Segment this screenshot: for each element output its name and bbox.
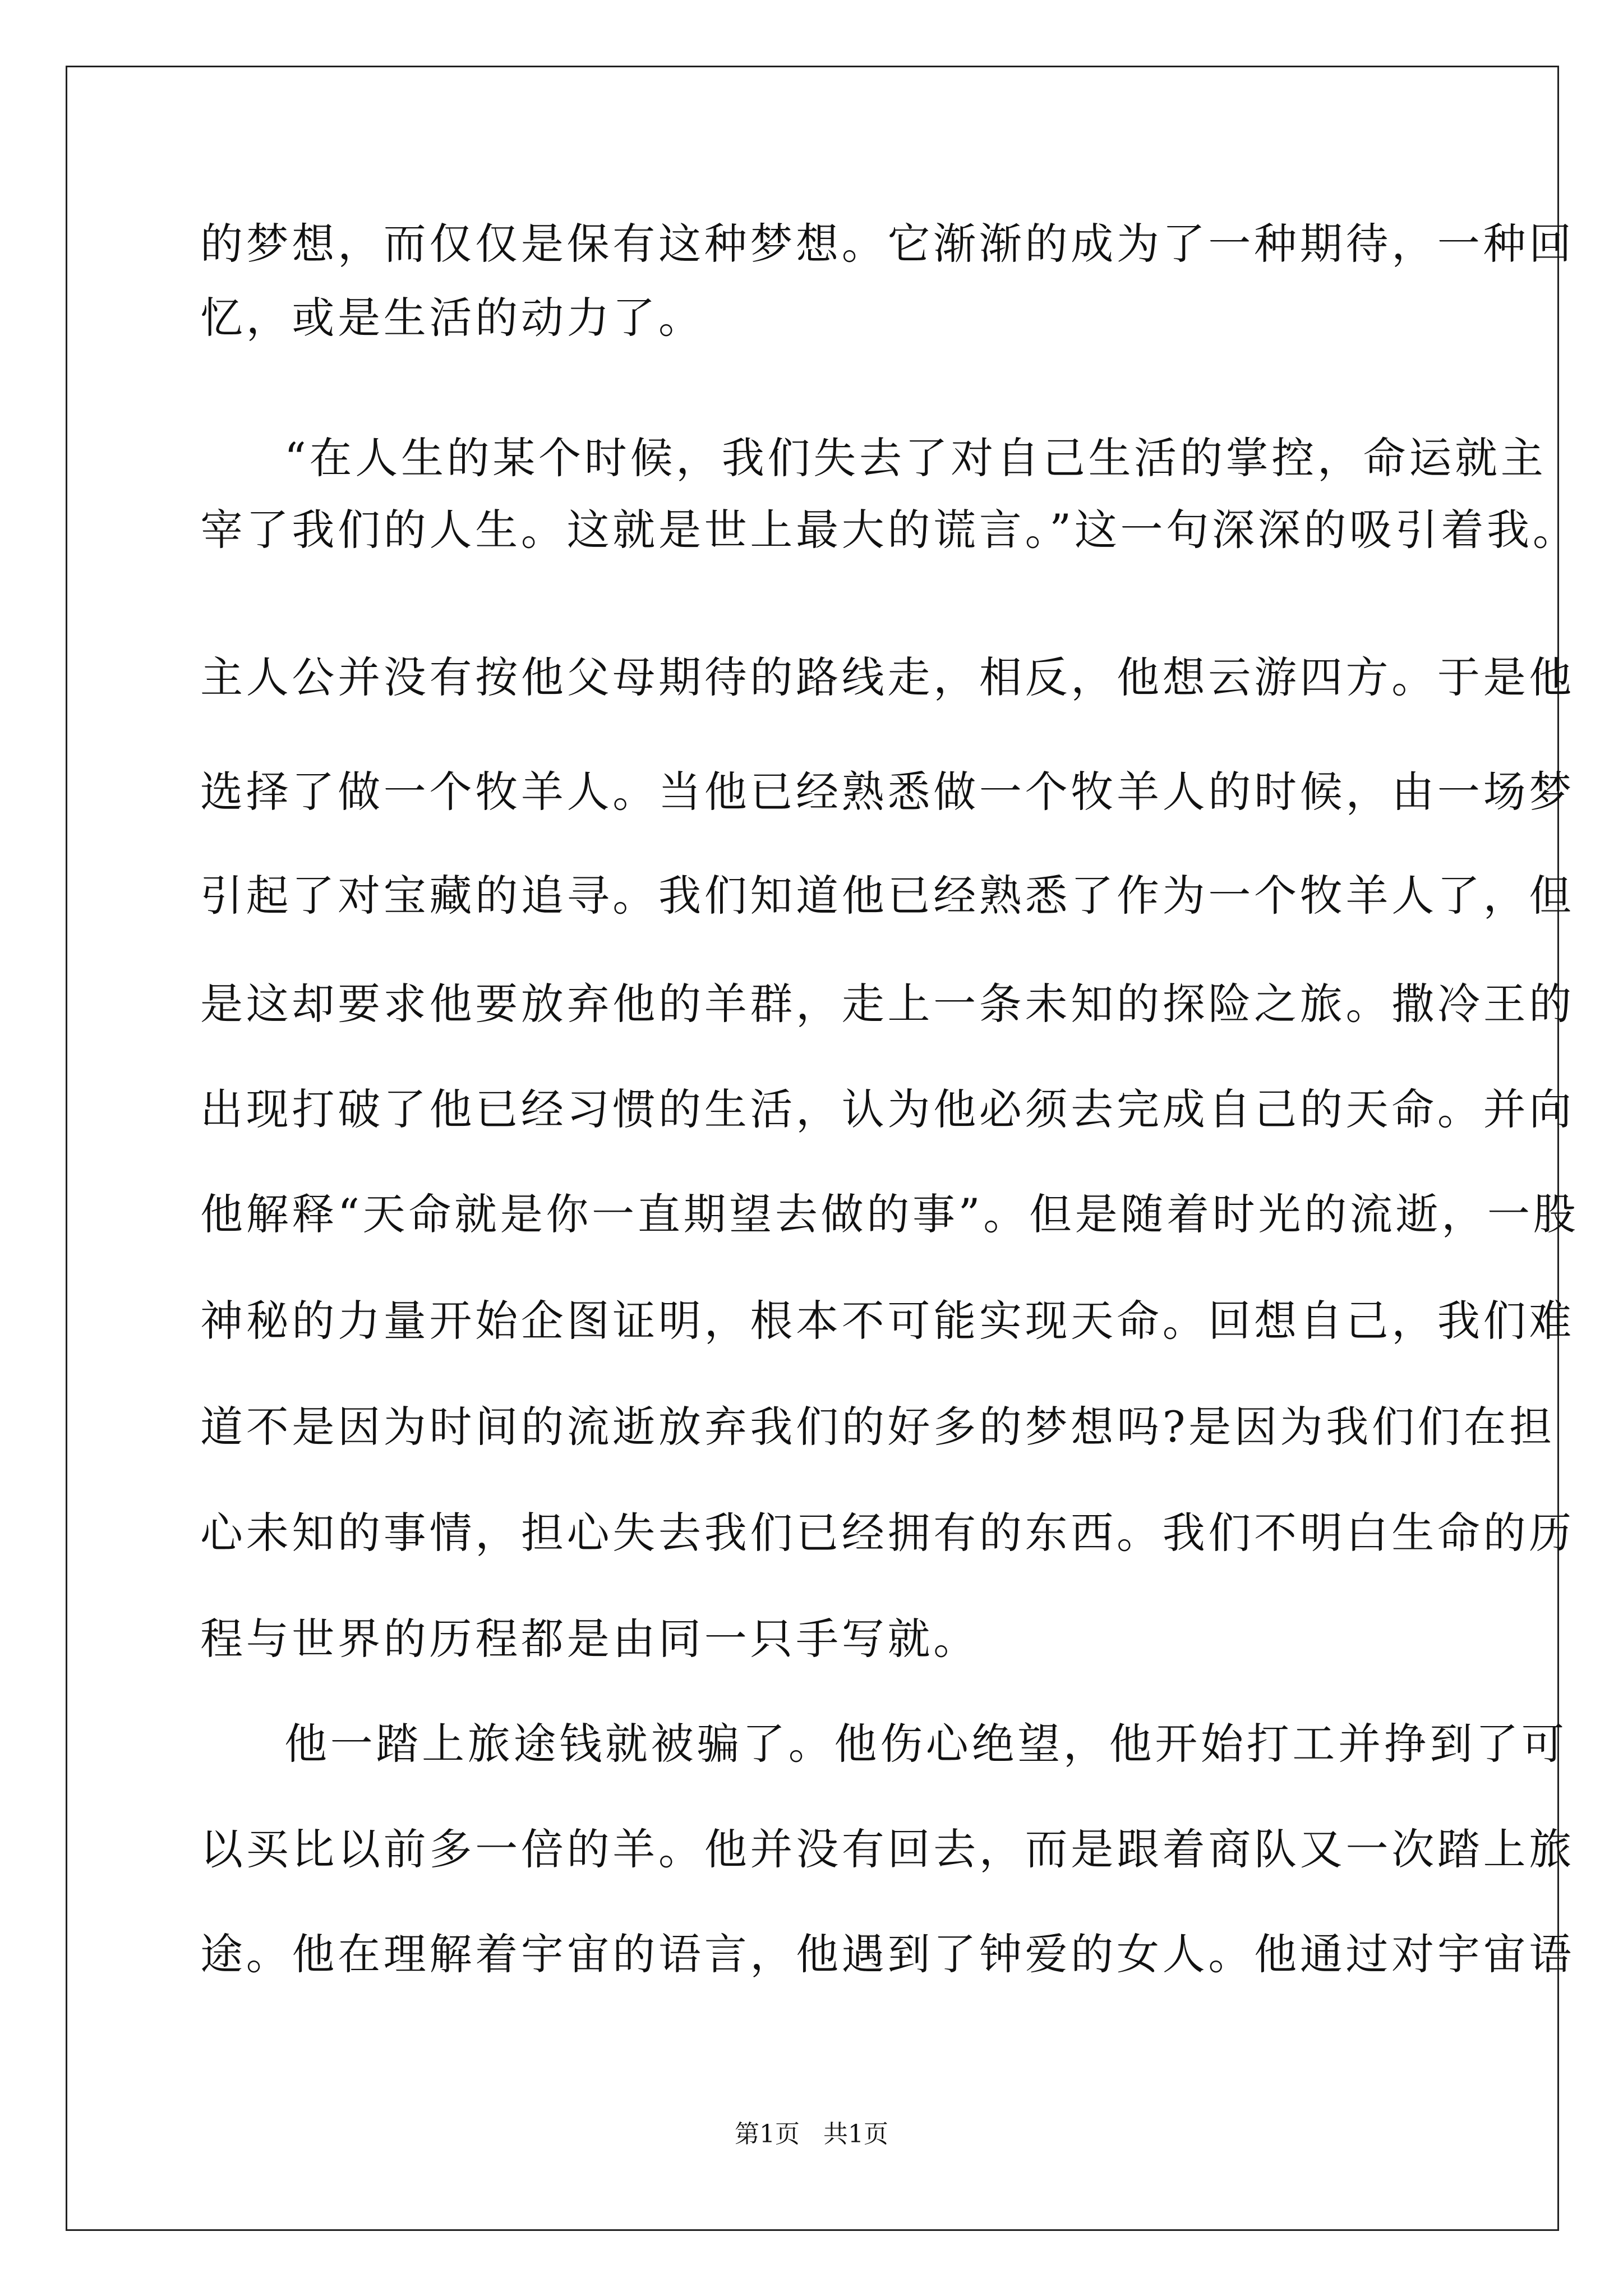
body-text-line: 忆，或是生活的动力了。 bbox=[200, 293, 704, 343]
body-text-line: 选择了做一个牧羊人。当他已经熟悉做一个牧羊人的时候，由一场梦 bbox=[200, 767, 1575, 817]
body-text-line: 宰了我们的人生。这就是世上最大的谎言。”这一句深深的吸引着我。 bbox=[200, 505, 1579, 555]
paragraph-first-line: “在人生的某个时候，我们失去了对自己生活的掌控，命运就主 bbox=[284, 433, 1547, 483]
page-number-footer: 第1页 共1页 bbox=[735, 2120, 888, 2148]
body-text-line: 他解释“天命就是你一直期望去做的事”。但是随着时光的流逝，一股 bbox=[200, 1189, 1579, 1239]
body-text-line: 的梦想，而仅仅是保有这种梦想。它渐渐的成为了一种期待，一种回 bbox=[200, 219, 1575, 269]
body-text-line: 道不是因为时间的流逝放弃我们的好多的梦想吗?是因为我们们在担 bbox=[200, 1402, 1555, 1452]
body-text-line: 出现打破了他已经习惯的生活，认为他必须去完成自己的天命。并向 bbox=[200, 1084, 1575, 1134]
body-text-line: 引起了对宝藏的追寻。我们知道他已经熟悉了作为一个牧羊人了，但 bbox=[200, 871, 1575, 921]
page-border bbox=[66, 66, 1559, 2231]
body-text-line: 以买比以前多一倍的羊。他并没有回去，而是跟着商队又一次踏上旅 bbox=[200, 1824, 1575, 1874]
paragraph-first-line: 他一踏上旅途钱就被骗了。他伤心绝望，他开始打工并挣到了可 bbox=[284, 1719, 1567, 1769]
body-text-line: 神秘的力量开始企图证明，根本不可能实现天命。回想自己，我们难 bbox=[200, 1296, 1575, 1346]
body-text-line: 心未知的事情，担心失去我们已经拥有的东西。我们不明白生命的历 bbox=[200, 1508, 1575, 1558]
body-text-line: 程与世界的历程都是由同一只手写就。 bbox=[200, 1614, 979, 1664]
body-text-line: 主人公并没有按他父母期待的路线走，相反，他想云游四方。于是他 bbox=[200, 652, 1575, 702]
body-text-line: 是这却要求他要放弃他的羊群，走上一条未知的探险之旅。撒冷王的 bbox=[200, 979, 1575, 1029]
body-text-line: 途。他在理解着宇宙的语言，他遇到了钟爱的女人。他通过对宇宙语 bbox=[200, 1929, 1575, 1979]
